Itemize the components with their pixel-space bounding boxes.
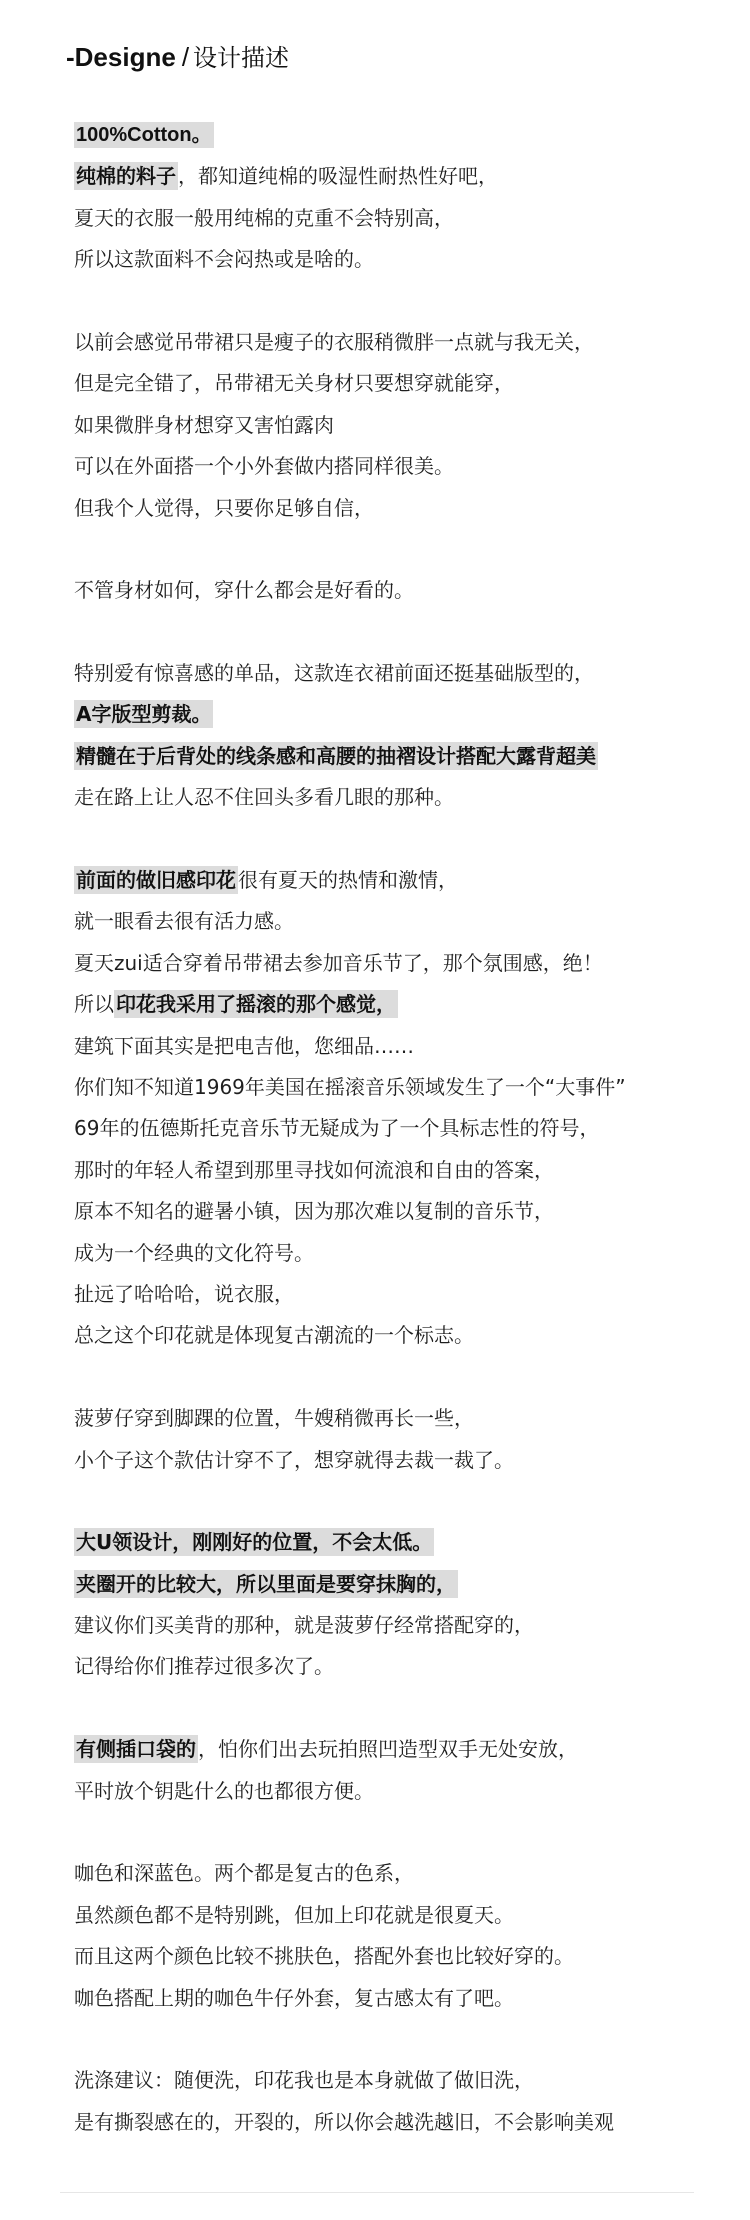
text-line: 平时放个钥匙什么的也都很方便。	[74, 1778, 374, 1803]
bottom-divider	[60, 2192, 694, 2193]
text-line	[74, 156, 714, 197]
text-line: 如果微胖身材想穿又害怕露肉	[74, 412, 334, 437]
paragraph-gap	[74, 2019, 714, 2060]
paragraph-gap	[74, 819, 714, 860]
text-line: 总之这个印花就是体现复古潮流的一个标志。	[74, 1323, 474, 1348]
text-line	[74, 694, 714, 735]
text-line: 夏天的衣服一般用纯棉的克重不会特别高，	[74, 205, 454, 230]
text-line: 扯远了哈哈哈，说衣服，	[74, 1281, 294, 1306]
line-text: 所以	[74, 992, 114, 1017]
text-line: 不管身材如何，穿什么都会是好看的。	[74, 578, 414, 603]
header-slash: /	[181, 42, 190, 72]
brand-title: -Designe	[66, 42, 176, 72]
highlight-text: 前面的做旧感印花	[76, 868, 236, 893]
text-line: 就一眼看去很有活力感。	[74, 909, 294, 934]
text-line	[74, 984, 714, 1025]
paragraph-gap	[74, 1812, 714, 1853]
text-line: 建筑下面其实是把电吉他，您细品……	[74, 1033, 414, 1058]
line-text: ，都知道纯棉的吸湿性耐热性好吧，	[178, 164, 498, 189]
text-line	[74, 1522, 714, 1563]
highlight-text: 精髓在于后背处的线条感和高腰的抽褶设计搭配大露背超美	[76, 743, 596, 768]
highlight-text: A字版型剪裁。	[76, 702, 212, 727]
text-line: 而且这两个颜色比较不挑肤色，搭配外套也比较好穿的。	[74, 1944, 574, 1969]
text-line: 虽然颜色都不是特别跳，但加上印花就是很夏天。	[74, 1902, 514, 1927]
text-line: 咖色和深蓝色。两个都是复古的色系，	[74, 1861, 414, 1886]
text-line: 以前会感觉吊带裙只是瘦子的衣服稍微胖一点就与我无关，	[74, 329, 594, 354]
text-line: 是有撕裂感在的，开裂的，所以你会越洗越旧，不会影响美观	[74, 2109, 614, 2134]
section-subtitle: 设计描述	[193, 44, 290, 72]
text-line: 但我个人觉得，只要你足够自信，	[74, 495, 374, 520]
text-line: 特别爱有惊喜感的单品，这款连衣裙前面还挺基础版型的，	[74, 661, 594, 686]
text-line: 那时的年轻人希望到那里寻找如何流浪和自由的答案，	[74, 1157, 554, 1182]
text-line	[74, 860, 714, 901]
text-line: 小个子这个款估计穿不了，想穿就得去裁一裁了。	[74, 1447, 514, 1472]
paragraph-gap	[74, 1357, 714, 1398]
highlight-text: 夹圈开的比较大，所以里面是要穿抹胸的，	[76, 1571, 456, 1596]
paragraph-gap	[74, 612, 714, 653]
line-text: ，怕你们出去玩拍照凹造型双手无处安放，	[198, 1737, 578, 1762]
text-line: 建议你们买美背的那种，就是菠萝仔经常搭配穿的，	[74, 1613, 534, 1638]
text-line: 69年的伍德斯托克音乐节无疑成为了一个具标志性的符号，	[74, 1116, 600, 1141]
text-line: 原本不知名的避暑小镇，因为那次难以复制的音乐节，	[74, 1199, 554, 1224]
text-line: 走在路上让人忍不住回头多看几眼的那种。	[74, 785, 454, 810]
text-line: 但是完全错了，吊带裙无关身材只要想穿就能穿，	[74, 371, 514, 396]
highlight-text: 100%Cotton。	[76, 124, 212, 146]
text-line: 成为一个经典的文化符号。	[74, 1240, 314, 1265]
highlight-text: 大U领设计，刚刚好的位置，不会太低。	[76, 1530, 433, 1555]
paragraph-gap	[74, 529, 714, 570]
text-line: 夏天zui适合穿着吊带裙去参加音乐节了，那个氛围感，绝！	[74, 950, 603, 975]
text-line: 可以在外面搭一个小外套做内搭同样很美。	[74, 454, 454, 479]
highlight-text: 印花我采用了摇滚的那个感觉，	[116, 992, 396, 1017]
paragraph-gap	[74, 281, 714, 322]
highlight-text: 有侧插口袋的	[76, 1737, 196, 1762]
section-header	[66, 38, 289, 78]
description-body	[74, 115, 714, 2143]
paragraph-gap	[74, 1688, 714, 1729]
paragraph-gap	[74, 1481, 714, 1522]
text-line: 洗涤建议：随便洗，印花我也是本身就做了做旧洗，	[74, 2068, 534, 2093]
text-line: 所以这款面料不会闷热或是啥的。	[74, 247, 374, 272]
text-line	[74, 736, 714, 777]
text-line: 菠萝仔穿到脚踝的位置，牛嫂稍微再长一些，	[74, 1406, 474, 1431]
text-line: 你们知不知道1969年美国在摇滚音乐领域发生了一个“大事件”	[74, 1074, 626, 1099]
text-line	[74, 1729, 714, 1770]
text-line: 记得给你们推荐过很多次了。	[74, 1654, 334, 1679]
highlight-text: 纯棉的料子	[76, 164, 176, 189]
text-line	[74, 1564, 714, 1605]
text-line	[74, 115, 714, 156]
line-text: 很有夏天的热情和激情，	[238, 868, 458, 893]
text-line: 咖色搭配上期的咖色牛仔外套，复古感太有了吧。	[74, 1985, 514, 2010]
